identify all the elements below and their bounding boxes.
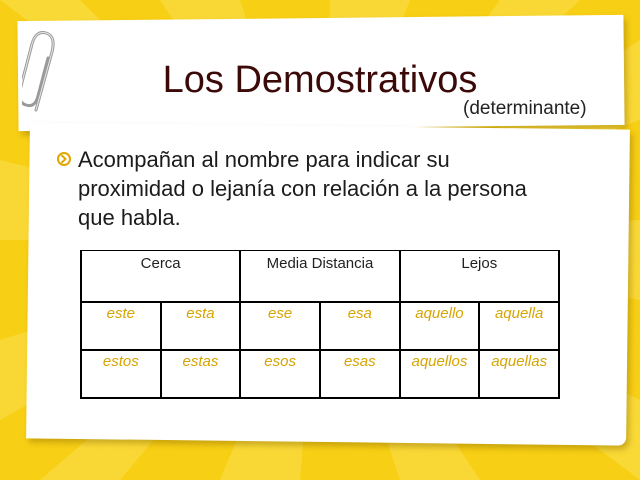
table-row-plural [81, 350, 559, 398]
page-title: Los Demostrativos [162, 59, 478, 101]
table-cell: ese [240, 302, 320, 350]
table-cell: esta [161, 302, 241, 350]
table-cell: esa [320, 302, 400, 350]
table-cell: aquella [479, 302, 559, 350]
table-cell: esos [240, 350, 320, 398]
table-cell: aquellos [400, 350, 480, 398]
header-lejos: Lejos [400, 251, 559, 303]
table-header-row [81, 251, 559, 303]
table-cell: estos [81, 350, 161, 398]
table-cell: aquello [400, 302, 480, 350]
header-media-distancia: Media Distancia [240, 251, 399, 303]
table-cell: aquellas [479, 350, 559, 398]
table-cell: esas [320, 350, 400, 398]
table-row-singular [81, 302, 559, 350]
table-cell: este [81, 302, 161, 350]
circle-arrow-right-icon [57, 152, 71, 166]
header-cerca: Cerca [81, 251, 240, 303]
bullet-text: Acompañan al nombre para indicar su proximidad o lejanía con relación a la persona que habla. [78, 147, 527, 230]
demonstratives-table [80, 250, 560, 399]
table-cell: estas [161, 350, 241, 398]
page-subtitle: (determinante) [463, 98, 587, 119]
